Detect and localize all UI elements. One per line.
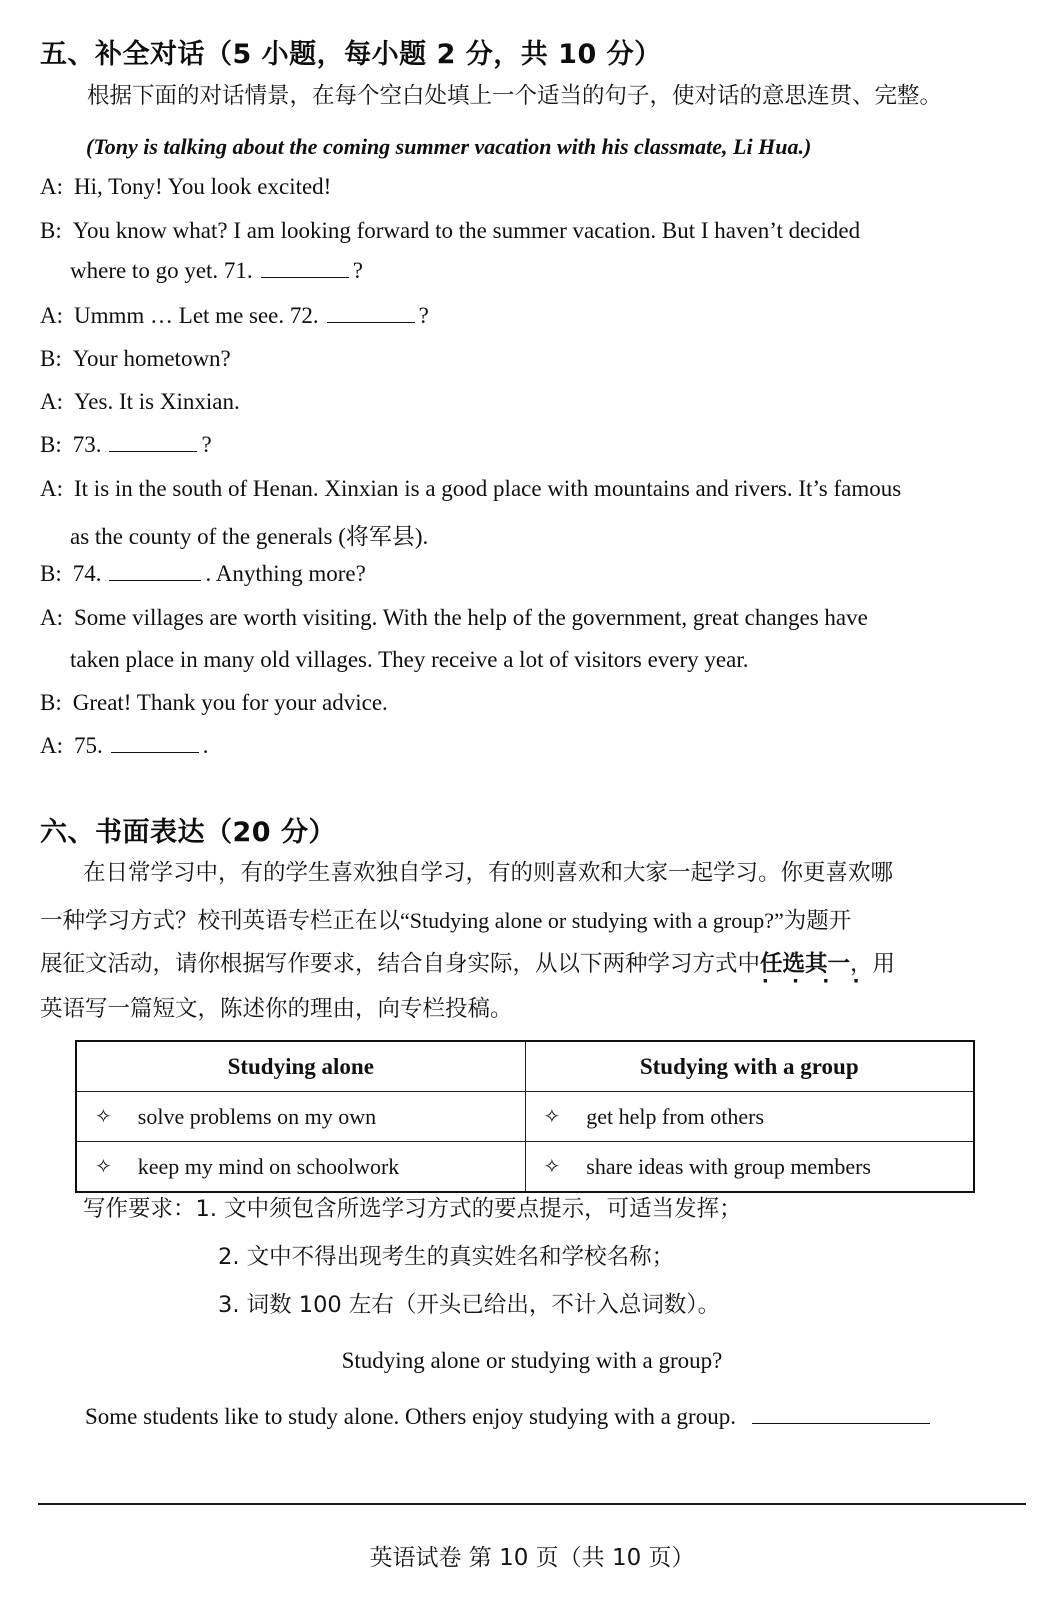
dialogue-line <box>40 218 860 244</box>
table-cell <box>525 1142 974 1193</box>
paragraph-text: 展征文活动，请你根据写作要求，结合自身实际，从以下两种学习方式中 <box>40 951 761 977</box>
dialogue-text: . <box>202 733 209 758</box>
dialogue-speaker: B: <box>40 561 62 586</box>
essay-opening-text: Some students like to study alone. Others enjoy studying with a group. <box>85 1404 736 1429</box>
dialogue-scene-note: (Tony is talking about the coming summer vacation with his classmate, Li Hua.) <box>86 134 812 159</box>
dialogue-text: It is in the south of Henan. Xinxian is a good place with mountains and rivers. It’s famous <box>74 476 902 501</box>
requirements-label: 写作要求： <box>83 1196 196 1222</box>
dialogue-speaker: A: <box>40 733 63 758</box>
dialogue-speaker: A: <box>40 389 63 414</box>
dialogue-text: Ummm … Let me see. 72. <box>74 303 319 328</box>
dialogue-line <box>40 605 868 631</box>
option-text: share ideas with group members <box>586 1153 871 1179</box>
paragraph-text: 为题开 <box>783 908 852 934</box>
dialogue-text: . Anything more? <box>205 561 366 586</box>
study-options-table <box>75 1040 975 1193</box>
paragraph-text: ，用 <box>850 951 896 977</box>
section-five-heading: 五、补全对话（5 小题，每小题 2 分，共 10 分） <box>40 39 662 70</box>
option-text: keep my mind on schoolwork <box>137 1153 400 1179</box>
answer-blank-72[interactable] <box>327 322 415 323</box>
answer-blank-71[interactable] <box>261 277 349 278</box>
section-five-instruction: 根据下面的对话情景，在每个空白处填上一个适当的句子，使对话的意思连贯、完整。 <box>87 83 943 109</box>
section-six-paragraph-line4: 英语写一篇短文，陈述你的理由，向专栏投稿。 <box>40 996 513 1022</box>
answer-blank-73[interactable] <box>109 451 197 452</box>
dialogue-text: 73. <box>72 432 102 457</box>
dialogue-text: 75. <box>74 733 103 758</box>
answer-blank-75[interactable] <box>111 752 199 753</box>
dialogue-text: ? <box>352 258 363 283</box>
table-header-studying-with-group: Studying with a group <box>525 1041 974 1092</box>
table-cell <box>76 1092 525 1142</box>
dialogue-line-cont <box>70 258 363 284</box>
dialogue-speaker: B: <box>40 432 62 457</box>
dialogue-text: Yes. It is Xinxian. <box>74 389 240 414</box>
answer-blank-74[interactable] <box>109 580 201 581</box>
page-footer: 英语试卷 第 10 页（共 10 页） <box>369 1545 695 1571</box>
dialogue-line-cont: as the county of the generals (将军县). <box>70 524 429 549</box>
dialogue-line <box>40 346 231 372</box>
dialogue-line <box>40 690 388 716</box>
dialogue-line-cont: taken place in many old villages. They receive a lot of visitors every year. <box>70 647 749 672</box>
table-header-studying-alone: Studying alone <box>76 1041 525 1092</box>
dialogue-text: Hi, Tony! You look excited! <box>74 174 332 199</box>
essay-title: Studying alone or studying with a group? <box>341 1348 723 1373</box>
dialogue-text: Some villages are worth visiting. With the help of the government, great changes have <box>74 605 868 630</box>
requirement-item: 3. 词数 100 左右（开头已给出，不计入总词数）。 <box>218 1292 721 1318</box>
table-header-row <box>76 1041 974 1092</box>
section-six-paragraph-line1: 在日常学习中，有的学生喜欢独自学习，有的则喜欢和大家一起学习。你更喜欢哪 <box>83 860 894 886</box>
dialogue-text: 74. <box>72 561 102 586</box>
section-six-heading: 六、书面表达（20 分） <box>40 817 336 848</box>
dialogue-text: Great! Thank you for your advice. <box>72 690 388 715</box>
section-six-paragraph-line2 <box>40 908 851 934</box>
dialogue-speaker: A: <box>40 605 63 630</box>
dialogue-line <box>40 389 240 415</box>
option-text: get help from others <box>586 1103 765 1129</box>
section-six-paragraph-line3 <box>40 953 895 976</box>
dialogue-line <box>40 432 212 458</box>
option-text: solve problems on my own <box>137 1103 377 1129</box>
table-row <box>76 1092 974 1142</box>
requirement-item: 2. 文中不得出现考生的真实姓名和学校名称； <box>218 1244 675 1270</box>
dialogue-line <box>40 561 366 587</box>
dialogue-speaker: B: <box>40 346 62 371</box>
table-row <box>76 1142 974 1193</box>
requirement-item: 1. 文中须包含所选学习方式的要点提示，可适当发挥； <box>195 1196 742 1222</box>
dialogue-speaker: A: <box>40 303 63 328</box>
dialogue-line <box>40 733 209 759</box>
emphasized-phrase: 任选其一 ‧ ‧ ‧ ‧ <box>760 953 850 976</box>
requirements-line-1 <box>83 1198 742 1221</box>
diamond-bullet-icon: ✧ <box>95 1155 112 1178</box>
dialogue-speaker: B: <box>40 218 62 243</box>
dialogue-speaker: B: <box>40 690 62 715</box>
footer-divider <box>38 1503 1026 1505</box>
diamond-bullet-icon: ✧ <box>543 1105 561 1128</box>
dialogue-speaker: A: <box>40 174 63 199</box>
essay-opening-line <box>85 1404 930 1430</box>
dialogue-text: You know what? I am looking forward to the summer vacation. But I haven’t decided <box>72 218 861 243</box>
dialogue-speaker: A: <box>40 476 63 501</box>
dialogue-line <box>40 476 901 502</box>
paragraph-text: 一种学习方式？校刊英语专栏正在以 <box>40 908 401 934</box>
dialogue-text: ? <box>418 303 429 328</box>
dialogue-text: where to go yet. 71. <box>70 258 253 283</box>
essay-writing-blank[interactable] <box>752 1423 930 1424</box>
table-cell <box>525 1092 974 1142</box>
diamond-bullet-icon: ✧ <box>95 1105 112 1128</box>
dialogue-line <box>40 174 331 200</box>
dialogue-text: ? <box>201 432 212 457</box>
dialogue-text: Your hometown? <box>72 346 231 371</box>
table-cell <box>76 1142 525 1193</box>
dialogue-line <box>40 303 429 329</box>
diamond-bullet-icon: ✧ <box>543 1155 561 1178</box>
essay-prompt-quote: “Studying alone or studying with a group?” <box>400 908 784 933</box>
